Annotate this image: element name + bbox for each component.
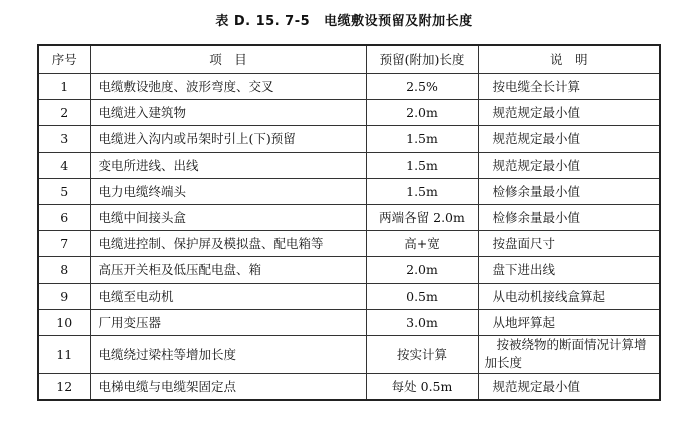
row-item: 高压开关柜及低压配电盘、箱 — [90, 257, 366, 283]
row-note: 从电动机接线盒算起 — [478, 283, 660, 309]
row-no: 11 — [38, 335, 90, 373]
row-item: 电缆进控制、保护屏及模拟盘、配电箱等 — [90, 231, 366, 257]
table-row — [38, 100, 660, 126]
row-note: 从地坪算起 — [478, 309, 660, 335]
row-length: 按实计算 — [366, 335, 478, 373]
row-note: 按盘面尺寸 — [478, 231, 660, 257]
table-caption: 电缆敷设预留及附加长度 — [324, 14, 473, 29]
row-note: 规范规定最小值 — [478, 100, 660, 126]
row-item: 电缆中间接头盒 — [90, 204, 366, 230]
row-length: 每处 0.5m — [366, 373, 478, 400]
row-no: 3 — [38, 126, 90, 152]
cable-allowance-table — [37, 44, 661, 401]
row-no: 1 — [38, 74, 90, 100]
table-title — [0, 10, 688, 29]
row-note: 规范规定最小值 — [478, 152, 660, 178]
row-length: 高+宽 — [366, 231, 478, 257]
row-item: 厂用变压器 — [90, 309, 366, 335]
row-no: 2 — [38, 100, 90, 126]
row-item: 电梯电缆与电缆架固定点 — [90, 373, 366, 400]
table-row — [38, 335, 660, 373]
table-row — [38, 74, 660, 100]
row-item: 电缆敷设弛度、波形弯度、交叉 — [90, 74, 366, 100]
row-no: 7 — [38, 231, 90, 257]
table-row — [38, 283, 660, 309]
row-item: 电缆进入沟内或吊架时引上(下)预留 — [90, 126, 366, 152]
header-length: 预留(附加)长度 — [366, 45, 478, 74]
table-row — [38, 126, 660, 152]
row-no: 9 — [38, 283, 90, 309]
row-length: 3.0m — [366, 309, 478, 335]
table-row — [38, 373, 660, 400]
header-no: 序号 — [38, 45, 90, 74]
row-note: 按电缆全长计算 — [478, 74, 660, 100]
row-note: 检修余量最小值 — [478, 178, 660, 204]
table-code: 表 D. 15. 7-5 — [215, 14, 311, 29]
table-row — [38, 257, 660, 283]
row-length: 1.5m — [366, 152, 478, 178]
header-item: 项 目 — [90, 45, 366, 74]
row-length: 1.5m — [366, 178, 478, 204]
table-row — [38, 231, 660, 257]
row-no: 6 — [38, 204, 90, 230]
row-no: 12 — [38, 373, 90, 400]
header-row — [38, 45, 660, 74]
row-length: 2.5% — [366, 74, 478, 100]
row-no: 5 — [38, 178, 90, 204]
row-item: 电缆绕过梁柱等增加长度 — [90, 335, 366, 373]
row-item: 电缆进入建筑物 — [90, 100, 366, 126]
row-no: 4 — [38, 152, 90, 178]
row-note: 规范规定最小值 — [478, 373, 660, 400]
row-item: 电缆至电动机 — [90, 283, 366, 309]
row-note: 规范规定最小值 — [478, 126, 660, 152]
row-length: 2.0m — [366, 100, 478, 126]
row-note: 按被绕物的断面情况计算增加长度 — [478, 335, 660, 373]
row-item: 变电所进线、出线 — [90, 152, 366, 178]
header-note: 说 明 — [478, 45, 660, 74]
row-item: 电力电缆终端头 — [90, 178, 366, 204]
row-no: 10 — [38, 309, 90, 335]
row-no: 8 — [38, 257, 90, 283]
table-row — [38, 309, 660, 335]
row-note: 检修余量最小值 — [478, 204, 660, 230]
row-length: 1.5m — [366, 126, 478, 152]
row-length: 0.5m — [366, 283, 478, 309]
table-row — [38, 152, 660, 178]
row-length: 两端各留 2.0m — [366, 204, 478, 230]
row-note: 盘下进出线 — [478, 257, 660, 283]
table-row — [38, 178, 660, 204]
table-row — [38, 204, 660, 230]
row-length: 2.0m — [366, 257, 478, 283]
